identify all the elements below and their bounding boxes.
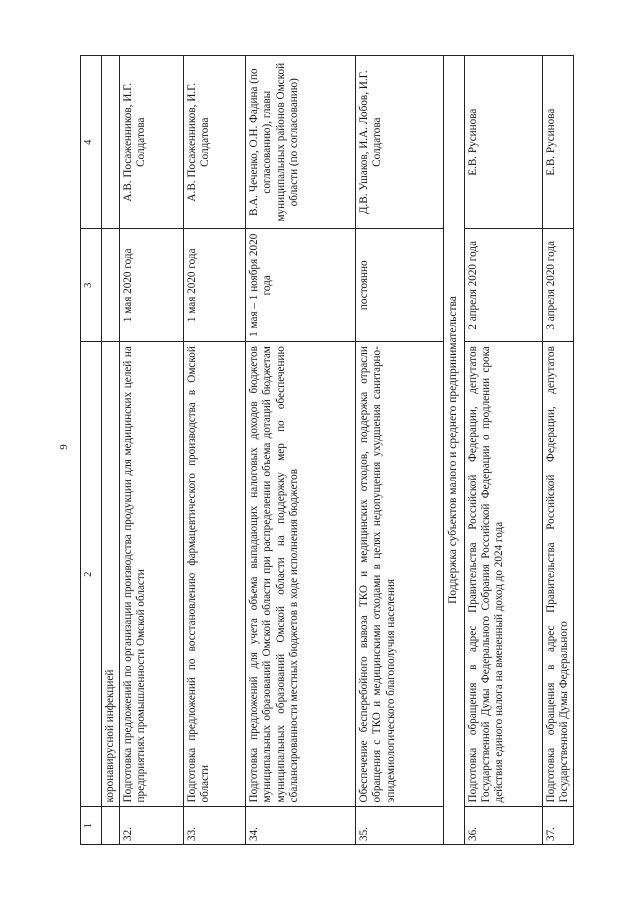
- row-responsible: Д.В. Ушаков, И.А. Лобов, И.Г. Солдатова: [356, 56, 444, 229]
- row-responsible: Е.В. Русинова: [542, 56, 573, 229]
- row-number: 34.: [246, 807, 356, 845]
- header-col-1: 1: [81, 807, 102, 845]
- row-deadline: 1 мая 2020 года: [184, 229, 246, 342]
- header-col-4: 4: [81, 56, 102, 229]
- row-number: 37.: [542, 807, 573, 845]
- row-description: Обеспечение бесперебойного вывоза ТКО и медицинских отходов, поддержка отрасли обращения с ТКО и медицинскими отходами в целях недопущения ухудшения санитарно-эпидемиологического благополучия населения: [356, 342, 444, 807]
- page-number: 9: [57, 444, 70, 450]
- table-row: [246, 56, 356, 845]
- section-title: Поддержка субъектов малого и среднего предпринимательства: [444, 56, 465, 845]
- row-description: Подготовка предложений для учета объема выпадающих налоговых доходов бюджетов муниципальных образований Омской области при распределении объема дотаций бюджетам муниципальных образований Омской области на поддержку мер по обеспечению сбалансированности местных бюджетов в ходе исполнения бюджетов: [246, 342, 356, 807]
- table-row: [184, 56, 246, 845]
- row-deadline: 3 апреля 2020 года: [542, 229, 573, 342]
- row-responsible: А.В. Посаженников, И.Г. Солдатова: [120, 56, 184, 229]
- row-deadline: 2 апреля 2020 года: [464, 229, 542, 342]
- row-responsible: В.А. Чеченко, О.Н. Фадина (по согласованию), главы муниципальных районов Омской области (по согласованию): [246, 56, 356, 229]
- row-description: Подготовка предложений по восстановлению фармацевтического производства в Омской области: [184, 342, 246, 807]
- row-deadline: 1 мая – 1 ноября 2020 года: [246, 229, 356, 342]
- row-number: 36.: [464, 807, 542, 845]
- header-col-3: 3: [81, 229, 102, 342]
- table-row: [542, 56, 573, 845]
- table-row: [120, 56, 184, 845]
- header-row: [81, 56, 102, 845]
- row-responsible: А.В. Посаженников, И.Г. Солдатова: [184, 56, 246, 229]
- row-description: коронавирусной инфекцией: [102, 342, 120, 807]
- row-number: [102, 807, 120, 845]
- plan-table: [80, 55, 574, 845]
- row-deadline: 1 мая 2020 года: [120, 229, 184, 342]
- table-row: [464, 56, 542, 845]
- row-responsible: [102, 56, 120, 229]
- row-responsible: Е.В. Русинова: [464, 56, 542, 229]
- section-row: [444, 56, 465, 845]
- row-number: 35.: [356, 807, 444, 845]
- row-deadline: постоянно: [356, 229, 444, 342]
- row-number: 33.: [184, 807, 246, 845]
- row-description: Подготовка предложений по организации производства продукции для медицинских целей на предприятиях промышленности Омской области: [120, 342, 184, 807]
- row-deadline: [102, 229, 120, 342]
- row-description: Подготовка обращения в адрес Правительства Российской Федерации, депутатов Государственной Думы Федерального: [542, 342, 573, 807]
- table-row: [102, 56, 120, 845]
- table-row: [356, 56, 444, 845]
- row-number: 32.: [120, 807, 184, 845]
- rotated-table-container: [80, 55, 570, 845]
- row-description: Подготовка обращения в адрес Правительства Российской Федерации, депутатов Государственной Думы Федерального Собрания Российской Федерации о продлении срока действия единого налога на вмененный доход до 2024 года: [464, 342, 542, 807]
- header-col-2: 2: [81, 342, 102, 807]
